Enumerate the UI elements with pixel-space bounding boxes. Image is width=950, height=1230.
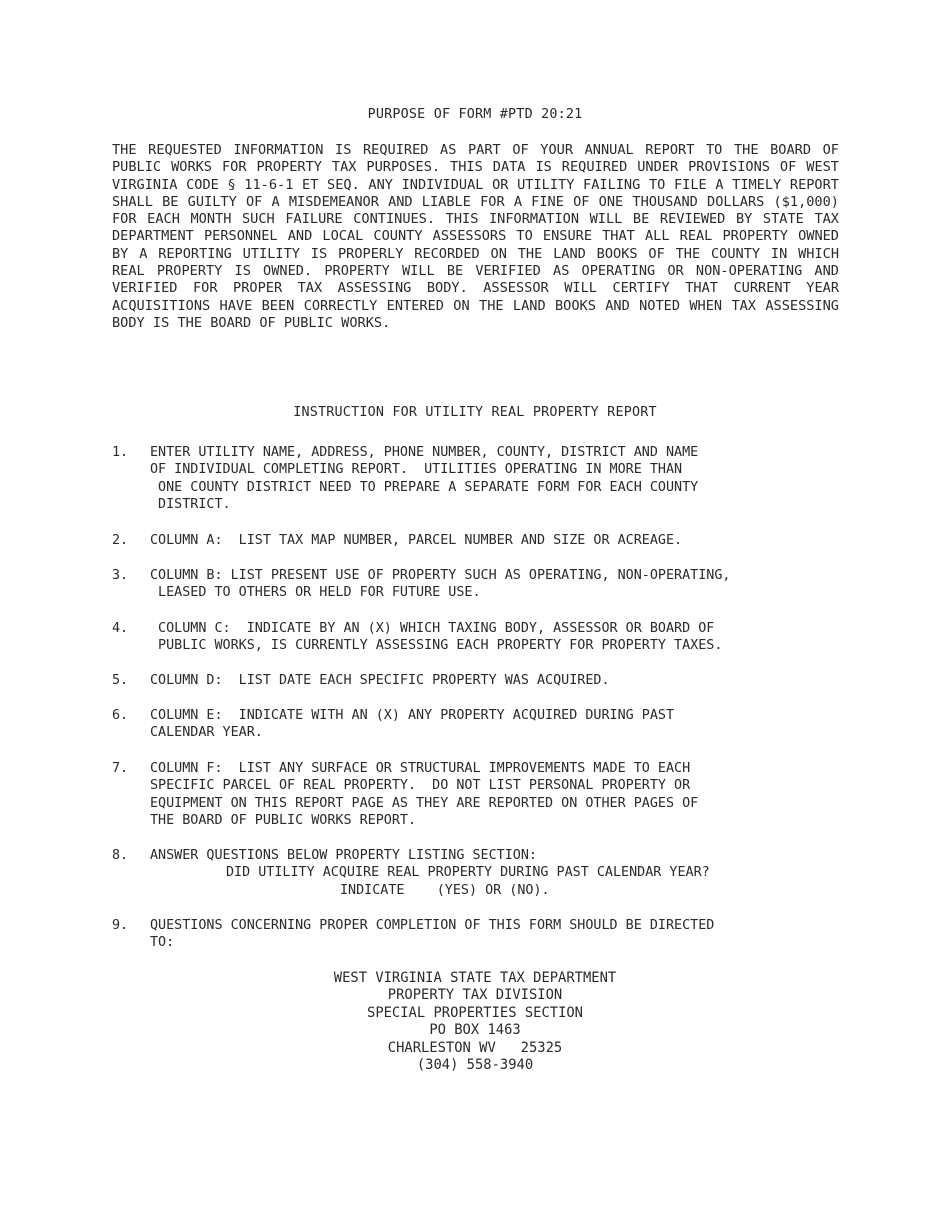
- item-number: 6.: [112, 708, 129, 723]
- item-line: OF INDIVIDUAL COMPLETING REPORT. UTILITIES OPERATING IN MORE THAN: [150, 462, 683, 478]
- item-line: LEASED TO OTHERS OR HELD FOR FUTURE USE.: [150, 585, 481, 601]
- instructions-title: INSTRUCTION FOR UTILITY REAL PROPERTY REPORT: [293, 405, 657, 420]
- item-line: PUBLIC WORKS, IS CURRENTLY ASSESSING EACH PROPERTY FOR PROPERTY TAXES.: [150, 638, 723, 654]
- item-number: 1.: [112, 445, 129, 460]
- city-state-zip: CHARLESTON WV 25325: [387, 1039, 563, 1056]
- item-number: 3.: [112, 568, 129, 583]
- item-number: 7.: [112, 761, 129, 776]
- item-line: ANSWER QUESTIONS BELOW PROPERTY LISTING SECTION:: [150, 848, 537, 863]
- item-line: CALENDAR YEAR.: [150, 725, 263, 741]
- item-line: EQUIPMENT ON THIS REPORT PAGE AS THEY ARE REPORTED ON OTHER PAGES OF: [150, 795, 699, 811]
- item-line: TO:: [150, 935, 175, 951]
- item-text: [150, 672, 842, 689]
- item-number: 9.: [112, 918, 129, 933]
- po-box: PO BOX 1463: [429, 1022, 521, 1039]
- item-number: 4.: [112, 621, 129, 636]
- item-line: QUESTIONS CONCERNING PROPER COMPLETION OF THIS FORM SHOULD BE DIRECTED: [150, 918, 715, 933]
- item-line: COLUMN A: LIST TAX MAP NUMBER, PARCEL NUMBER AND SIZE OR ACREAGE.: [150, 533, 683, 548]
- item-line: DISTRICT.: [150, 496, 231, 512]
- item-line: COLUMN F: LIST ANY SURFACE OR STRUCTURAL IMPROVEMENTS MADE TO EACH: [150, 761, 691, 776]
- item-number: 5.: [112, 673, 129, 688]
- division-name: PROPERTY TAX DIVISION: [387, 987, 563, 1004]
- item-text: [150, 532, 842, 549]
- item-number: 8.: [112, 848, 129, 863]
- acquisition-question: DID UTILITY ACQUIRE REAL PROPERTY DURING PAST CALENDAR YEAR?: [226, 865, 710, 881]
- purpose-paragraph: THE REQUESTED INFORMATION IS REQUIRED AS PART OF YOUR ANNUAL REPORT TO THE BOARD OF PUBLIC WORKS FOR PROPERTY TAX PURPOSES. THIS DATA IS REQUIRED UNDER PROVISIONS OF WEST VIRGINIA CODE § 11-6-1 ET SEQ. ANY INDIVIDUAL OR UTILITY FAILING TO FILE A TIMELY REPORT SHALL BE GUILTY OF A MISDEMEANOR AND LIABLE FOR A FINE OF ONE THOUSAND DOLLARS ($1,000) FOR EACH MONTH SUCH FAILURE CONTINUES. THIS INFORMATION WILL BE REVIEWED BY STATE TAX DEPARTMENT PERSONNEL AND LOCAL COUNTY ASSESSORS TO ENSURE THAT ALL REAL PROPERTY OWNED BY A REPORTING UTILITY IS PROPERLY RECORDED ON THE LAND BOOKS OF THE COUNTY IN WHICH REAL PROPERTY IS OWNED. PROPERTY WILL BE VERIFIED AS OPERATING OR NON-OPERATING AND VERIFIED FOR PROPER TAX ASSESSING BODY. ASSESSOR WILL CERTIFY THAT CURRENT YEAR ACQUISITIONS HAVE BEEN CORRECTLY ENTERED ON THE LAND BOOKS AND NOTED WHEN TAX ASSESSING BODY IS THE BOARD OF PUBLIC WORKS.: [112, 142, 839, 331]
- item-line: COLUMN D: LIST DATE EACH SPECIFIC PROPERTY WAS ACQUIRED.: [150, 673, 610, 688]
- item-line: SPECIFIC PARCEL OF REAL PROPERTY. DO NOT LIST PERSONAL PROPERTY OR: [150, 778, 691, 794]
- item-line: COLUMN E: INDICATE WITH AN (X) ANY PROPERTY ACQUIRED DURING PAST: [150, 708, 675, 723]
- contact-address: [0, 970, 950, 1074]
- item-text: [150, 444, 842, 513]
- item-text: [150, 620, 842, 655]
- item-text: [150, 847, 842, 899]
- item-line: ONE COUNTY DISTRICT NEED TO PREPARE A SEPARATE FORM FOR EACH COUNTY: [150, 479, 699, 495]
- yes-no-indicator: INDICATE (YES) OR (NO).: [340, 882, 550, 898]
- item-number: 2.: [112, 533, 129, 548]
- item-line: ENTER UTILITY NAME, ADDRESS, PHONE NUMBER, COUNTY, DISTRICT AND NAME: [150, 445, 699, 460]
- item-text: [150, 567, 842, 602]
- item-line: THE BOARD OF PUBLIC WORKS REPORT.: [150, 812, 417, 828]
- item-text: [150, 917, 842, 952]
- item-line: COLUMN C: INDICATE BY AN (X) WHICH TAXING BODY, ASSESSOR OR BOARD OF: [150, 621, 715, 636]
- department-name: WEST VIRGINIA STATE TAX DEPARTMENT: [333, 970, 617, 986]
- purpose-title: PURPOSE OF FORM #PTD 20:21: [367, 107, 583, 122]
- section-name: SPECIAL PROPERTIES SECTION: [367, 1004, 583, 1021]
- phone-number: (304) 558-3940: [416, 1057, 534, 1074]
- item-line: COLUMN B: LIST PRESENT USE OF PROPERTY SUCH AS OPERATING, NON-OPERATING,: [150, 568, 731, 583]
- item-text: [150, 707, 842, 742]
- item-text: [150, 760, 842, 829]
